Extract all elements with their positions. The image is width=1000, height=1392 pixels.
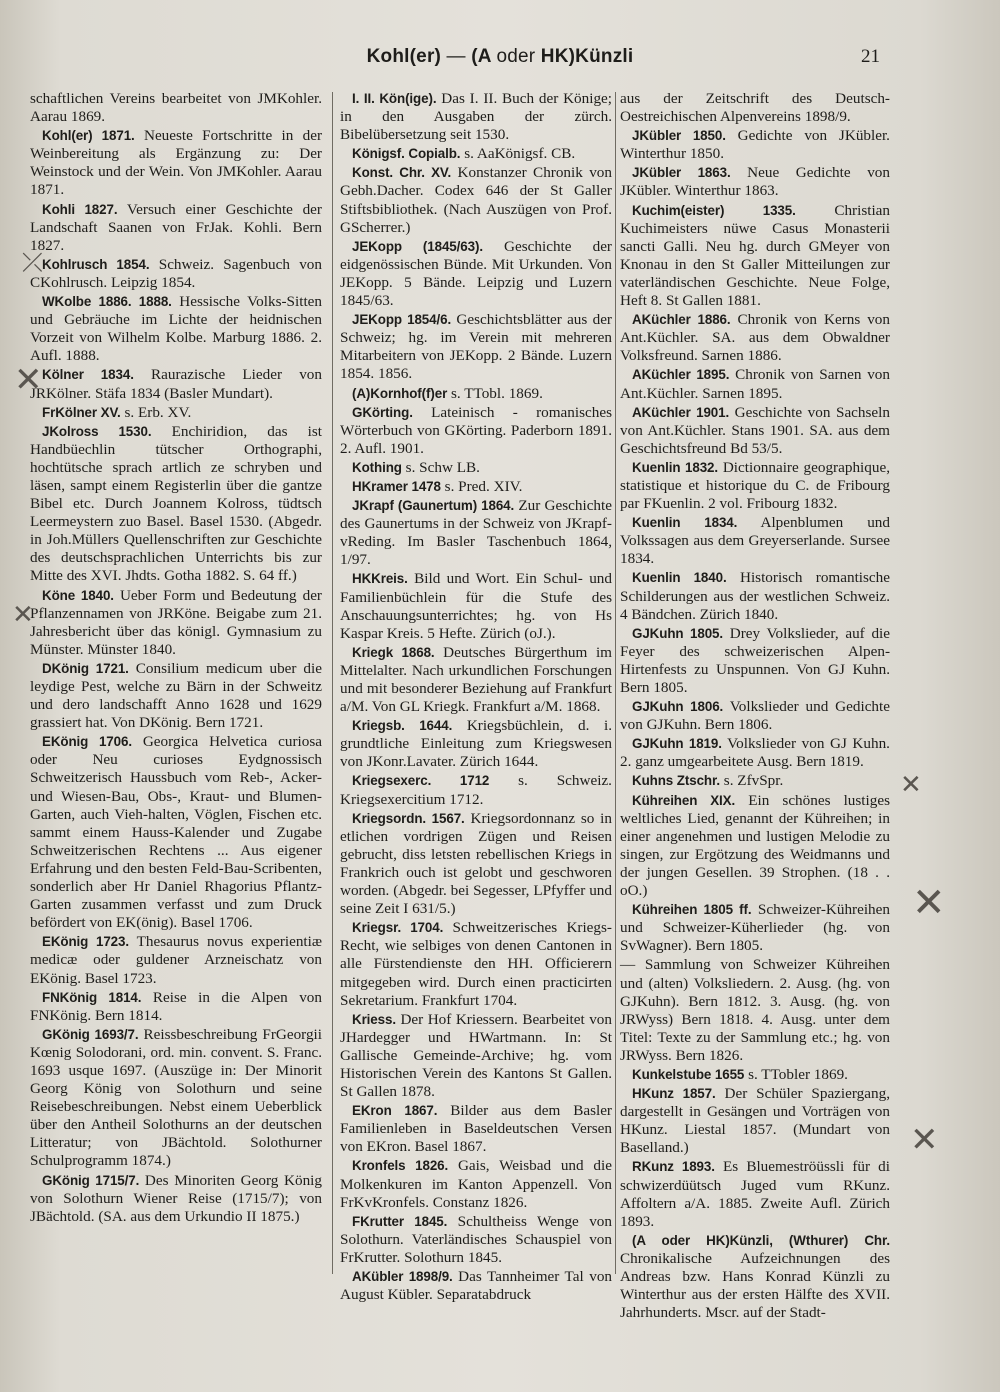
entry-text: Reise in die Alpen von FNKönig. Bern 1814. xyxy=(30,988,322,1024)
entry-headword: HKunz 1857. xyxy=(632,1086,716,1102)
entry xyxy=(620,366,890,402)
entry-headword: Kohli 1827. xyxy=(42,201,118,217)
entry-text: Christian Kuchimeisters nüwe Casus Monasterii sancti Galli. Neu hg. durch GMeyer von Knonau in den St Galler Mitteilungen zur vaterländischen Geschichte. Neue Folge, Heft 8. St Gallen 1881. xyxy=(620,201,890,310)
entry-headword: Kriegsexerc. 1712 xyxy=(352,773,490,789)
entry-text: Neueste Fortschritte in der Weinbereitung als Ergänzung zu: Der Weinstock und der Wein. Von JMKohler. Aarau 1871. xyxy=(30,127,323,199)
title-part-b-close: HK)Künzli xyxy=(535,46,634,67)
pencil-mark: ✕ xyxy=(12,600,34,630)
entry xyxy=(30,201,322,255)
entry-text: Reissbeschreibung FrGeorgii Kœnig Solodorani, ord. min. convent. S. Franc. 1693 usque 1697. (Auszüge in: Der Minorit Georg König von Solothurn und seine Reisebeschreibungen. Nebst einem Ueberblick über den Antheil Solothurns an der deutschen Litteratur; von JBächtold. Solothurner Schulprogramm 1874.) xyxy=(30,1025,322,1170)
entry-headword: JKübler 1850. xyxy=(632,128,726,144)
entry xyxy=(30,933,322,987)
entry xyxy=(30,733,322,932)
entry-headword: Kühreihen 1805 ff. xyxy=(632,902,752,918)
entry-text: Volkslieder von GJ Kuhn. 2. ganz umgearbeitete Ausg. Bern 1819. xyxy=(620,735,890,771)
entry-text: Bild und Wort. Ein Schul- und Familienbüchlein für die Stufe des Anschauungsunterrichtes; hg. von Hs Kaspar Kreis. 5 Hefte. Zürich (oJ.). xyxy=(340,570,612,642)
entry-text: aus der Zeitschrift des Deutsch-Oestreichischen Alpenvereins 1898/9. xyxy=(620,90,890,126)
entry xyxy=(340,570,612,642)
entry xyxy=(30,1172,322,1226)
entry-text: s. TTobl. 1869. xyxy=(447,384,543,402)
entry-text: s. AaKönigsf. CB. xyxy=(460,145,576,163)
entry-text: Der Hof Kriessern. Bearbeitet von JHardegger und HWartmann. In: St Gallische Gemeinde-Archive; hg. vom Historischen Verein des Kantons St Gallen. St Gallen 1878. xyxy=(340,1010,612,1101)
entry-text: Kriegsordonnanz so in etlichen vordrigen Zügen und Reisen gebrucht, diss letsten rebellischen Kriegs in Frankrich ouch ist gelobt und geschworen worden. (Abgedr. bei Segesser, LPfyffer und seine Zeit I 631/5.) xyxy=(340,809,612,918)
entry xyxy=(30,989,322,1025)
entry xyxy=(340,238,612,310)
entry-headword: Kothing xyxy=(352,459,402,475)
entry xyxy=(620,792,890,901)
entry-headword: Kuenlin 1840. xyxy=(632,570,727,586)
entry-headword: GKönig 1715/7. xyxy=(42,1172,140,1188)
entry-text: Volkslieder und Gedichte von GJKuhn. Bern 1806. xyxy=(620,698,890,734)
entry-headword: WKolbe 1886. 1888. xyxy=(42,294,172,310)
entry-text: Versuch einer Geschichte der Landschaft Saanen von FrJak. Kohli. Bern 1827. xyxy=(30,200,322,254)
pencil-mark: ⤫ xyxy=(22,248,43,278)
entry-text: Chronik von Sarnen von Ant.Küchler. Sarnen 1895. xyxy=(620,366,890,402)
entry-text: Deutsches Bürgerthum im Mittelalter. Nach urkundlichen Forschungen und mit besonderer Beziehung auf Frankfurt a/M. Von GL Kriegk. Frankfurt a/M. 1868. xyxy=(340,643,612,716)
entry xyxy=(620,901,890,955)
entry-headword: DKönig 1721. xyxy=(42,660,129,676)
entry xyxy=(620,202,890,311)
entry-text: Enchiridion, das ist Handbüechlin tütscher Orthographi, hochtütsche sprach artlich ze schryben und läsen, sampt einem Registerlin über die gantze Bibel etc. Durch Joannem Kolross, tüdtsch Leermeystern zuo Basel. Basel 1530. (Abgedr. in Joh.Müllers Quellenschriften zur Geschichte des deutschsprachlichen Unterrichts bis zur Mitte des XVI. Jhdts. Gotha 1882. S. 64 ff.) xyxy=(30,422,322,585)
entry-headword: Kunkelstube 1655 xyxy=(632,1066,745,1082)
entry xyxy=(340,1011,612,1101)
column-rule-right xyxy=(615,92,616,1274)
entry-text: Neue Gedichte von JKübler. Winterthur 1863. xyxy=(620,164,890,200)
entry xyxy=(340,404,612,458)
entry-headword: GJKuhn 1819. xyxy=(632,736,722,752)
entry-headword: EKönig 1723. xyxy=(42,934,129,950)
entry xyxy=(30,1026,322,1171)
entry-text: schaftlichen Vereins bearbeitet von JMKohler. Aarau 1869. xyxy=(30,90,322,126)
entry-headword: JKrapf (Gaunertum) 1864. xyxy=(352,498,515,514)
entry xyxy=(620,1232,890,1322)
entry xyxy=(340,385,612,403)
entry-text: Des Minoriten Georg König von Solothurn Wiener Reise (1715/7); von JBächtold. (SA. aus dem Urkundio II 1875.) xyxy=(30,1171,322,1225)
entry-headword: GJKuhn 1805. xyxy=(632,625,724,641)
pencil-mark: ✕ xyxy=(912,880,946,926)
entry-text: Raurazische Lieder von JRKölner. Stäfa 1834 (Basler Mundart). xyxy=(30,366,322,402)
entry-headword: HKramer 1478 xyxy=(352,478,441,494)
entry-text: Ein schönes lustiges weltliches Lied, genannt der Kühreihen; in einer angenehmen und lustigen Melodie zu singen, zur Ergötzung des Weidmanns und der jungen Gesellen. 39 Strophen. (18 . . oO.) xyxy=(620,791,890,900)
entry-text: Schweitzerisches Kriegs-Recht, wie selbiges von denen Cantonen in alle Fürstendienste den HH. Officierern mitgegeben wird. Durch einen practicirten Sekretarium. Frankfurt 1704. xyxy=(340,919,612,1009)
entry-headword: Kriegsr. 1704. xyxy=(352,920,444,936)
entry-headword: I. II. Kön(ige). xyxy=(352,91,437,106)
entry-text: Lateinisch - romanisches Wörterbuch von GKörting. Paderborn 1891. 2. Aufl. 1901. xyxy=(340,403,612,457)
entry xyxy=(30,256,322,292)
entry xyxy=(340,772,612,808)
entry-text: Georgica Helvetica curiosa oder Neu curioses Eydgnossisch Schweitzerisch Haussbuch vom Reb-, Acker- und Wiesen-Bau, Obs-, Kraut- und Blumen-Garten, auch Vieh-halten, Vöglen, Fischen etc. sammt einem Hauss-Kalender und Zugabe Schweitzerischen Rechtens ... Aus eigener Erfahrung und den besten Feld-Bau-Scribenten, sonderlich aber Hr Daniel Rhagorius Pflantz-Garten zusammen verfasst und zum Druck befördert von EK(önig). Basel 1706. xyxy=(30,733,323,932)
title-part-b-oder: oder xyxy=(496,46,536,67)
entry-headword: JKübler 1863. xyxy=(632,165,731,181)
entry xyxy=(620,514,890,568)
entry-text: Zur Geschichte des Gaunertums in der Schweiz von JKrapf-vReding. Im Basler Taschenbuch 1864, 1/97. xyxy=(340,497,612,569)
entry xyxy=(620,956,890,1065)
entry xyxy=(340,1102,612,1156)
entry xyxy=(620,311,890,365)
entry-headword: Kohlrusch 1854. xyxy=(42,256,150,272)
entry-text: Das Tannheimer Tal von August Kübler. Separatabdruck xyxy=(340,1268,613,1304)
column-2 xyxy=(340,90,612,1305)
entry-headword: AKübler 1898/9. xyxy=(352,1269,453,1284)
entry-text: Ueber Form und Bedeutung der Pflanzennamen von JRKöne. Beigabe zum 21. Jahresbericht über das königl. Gymnasium zu Münster. Münster 1840. xyxy=(30,586,322,658)
entry xyxy=(30,660,322,732)
entry-text: s. Schw LB. xyxy=(401,458,480,476)
entry-text: Der Schüler Spaziergang, dargestellt in Gesängen und Vorträgen von HKunz. Liestal 1857. (Mundart von Baselland.) xyxy=(620,1085,890,1157)
page-number: 21 xyxy=(861,46,880,67)
entry-headword: JEKopp 1854/6. xyxy=(352,312,452,328)
column-1 xyxy=(30,90,322,1227)
entry xyxy=(340,311,612,383)
entry-text: Geschichte von Sachseln von Ant.Küchler. Stans 1901. SA. aus dem Geschichtsfreund Bd 53/5. xyxy=(620,403,890,457)
entry-text: Kriegsbüchlein, d. i. grundtliche Einleitung zum Kriegswesen von JKonr.Lavater. Zürich 1644. xyxy=(340,717,613,771)
entry-headword: Kriegsordn. 1567. xyxy=(352,810,465,826)
entry-text: s. ZfvSpr. xyxy=(719,772,784,790)
entry-text: Thesaurus novus experientiæ medicæ oder guldener Arzneischatz von EKönig. Basel 1723. xyxy=(30,933,322,987)
entry-headword: (A oder HK)Künzli, (Wthurer) Chr. xyxy=(632,1232,890,1248)
entry xyxy=(340,717,612,771)
entry-text: Gais, Weisbad und die Molkenkuren im Kanton Appenzell. Von FrKvKronfels. Constanz 1826. xyxy=(340,1157,612,1211)
entry-headword: RKunz 1893. xyxy=(632,1159,715,1175)
entry-text: Dictionnaire geographique, statistique et historique du C. de Fribourg par FKuenlin. 2 vol. Fribourg 1832. xyxy=(620,458,890,513)
entry xyxy=(30,366,322,402)
entry xyxy=(340,1157,612,1211)
column-3 xyxy=(620,90,890,1323)
entry-text: Alpenblumen und Volkssagen aus dem Greyerserlande. Sursee 1834. xyxy=(620,514,890,568)
entry xyxy=(340,919,612,1009)
entry-text: Es Bluemeströüssli für di schwizerdüütsch Juged vum RKunz. Affoltern a/A. 1885. Zweite Aufl. Zürich 1893. xyxy=(620,1158,890,1230)
entry-headword: (A)Kornhof(f)er xyxy=(352,385,448,401)
pencil-mark: ✕ xyxy=(14,360,43,400)
entry-headword: EKron 1867. xyxy=(352,1103,438,1119)
entry-headword: Kühreihen XIX. xyxy=(632,792,736,808)
entry-headword: Kriegk 1868. xyxy=(352,644,435,660)
entry xyxy=(30,293,322,365)
entry xyxy=(340,459,612,477)
entry xyxy=(340,478,612,496)
entry xyxy=(620,1066,890,1084)
entry-headword: HKKreis. xyxy=(352,571,408,587)
entry-text: Schultheiss Wenge von Solothurn. Vaterländisches Schauspiel von FrKrutter. Solothurn 1845. xyxy=(340,1212,612,1266)
entry-text: Schweizer-Kühreihen und Schweizer-Küherlieder (hg. von SvWagner). Bern 1805. xyxy=(620,901,890,955)
entry xyxy=(620,698,890,734)
entry xyxy=(620,735,890,771)
entry xyxy=(340,90,612,144)
entry xyxy=(30,404,322,422)
pencil-mark: ✕ xyxy=(900,770,922,800)
entry-headword: Kuhns Ztschr. xyxy=(632,773,720,789)
entry-headword: AKüchler 1895. xyxy=(632,367,730,383)
entry-headword: GJKuhn 1806. xyxy=(632,699,724,715)
entry xyxy=(620,625,890,697)
entry-headword: FrKölner XV. xyxy=(42,404,121,420)
entry-headword: GKönig 1693/7. xyxy=(42,1026,139,1042)
entry-text: s. Pred. XIV. xyxy=(440,477,523,495)
entry-headword: AKüchler 1886. xyxy=(632,312,731,328)
entry-headword: AKüchler 1901. xyxy=(632,404,730,420)
entry-text: s. TTobler 1869. xyxy=(744,1065,848,1083)
entry-headword: Kriegsb. 1644. xyxy=(352,718,453,734)
title-part-b-open: (A xyxy=(471,46,497,67)
entry xyxy=(620,90,890,126)
entry-headword: Konst. Chr. XV. xyxy=(352,165,452,181)
pencil-mark: ✕ xyxy=(910,1120,939,1160)
entry xyxy=(340,810,612,919)
entry-headword: Kohl(er) 1871. xyxy=(42,128,135,144)
entry-headword: GKörting. xyxy=(352,404,413,420)
entry xyxy=(620,1085,890,1157)
entry xyxy=(620,569,890,623)
title-dash: — xyxy=(441,46,472,67)
entry-text: s. Schweiz. Kriegsexercitium 1712. xyxy=(340,772,612,808)
title-part-a: Kohl(er) xyxy=(366,46,442,67)
entry xyxy=(620,459,890,513)
entry-text: — Sammlung von Schweizer Kühreihen und (alten) Volksliedern. 2. Ausg. (hg. von GJKuhn). Bern 1812. 3. Ausg. (hg. von JRWyss) Bern 1818. 4. Ausg. unter dem Titel: Texte zu der Sammlung etc.; hg. von JRWyss. Bern 1826. xyxy=(620,956,890,1064)
entry xyxy=(340,1268,612,1304)
entry-text: Chronikalische Aufzeichnungen des Andreas bzw. Hans Konrad Künzli zu Winterthur aus der ersten Hälfte des XVII. Jahrhunderts. Mscr. auf der Stadt- xyxy=(620,1249,890,1322)
entry-text: Historisch romantische Schilderungen aus der westlichen Schweiz. 4 Bändchen. Zürich 1840. xyxy=(620,569,890,623)
entry xyxy=(30,127,322,199)
entry xyxy=(30,423,322,586)
entry-headword: Köne 1840. xyxy=(42,587,114,603)
entry-text: Drey Volkslieder, auf die Feyer des schweizerischen Alpen-Hirtenfests zu Unspunnen. Von GJ Kuhn. Bern 1805. xyxy=(620,624,890,696)
entry xyxy=(620,404,890,458)
entry-headword: Kuenlin 1834. xyxy=(632,515,738,531)
entry-text: Consilium medicum uber die leydige Pest, welche zu Bärn in der Schweitz und dero landschafft Anno 1628 und 1629 grassiert hat. Von DKönig. Bern 1721. xyxy=(30,659,322,732)
entry-headword: Königsf. Copialb. xyxy=(352,146,461,162)
entry-text: Geschichtsblätter aus der Schweiz; hg. im Verein mit mehreren Mitarbeitern von JEKopp. 2 Bände. Luzern 1854. 1856. xyxy=(340,311,612,383)
entry-text: Gedichte von JKübler. Winterthur 1850. xyxy=(620,127,890,163)
entry-headword: Kronfels 1826. xyxy=(352,1158,449,1174)
entry xyxy=(620,164,890,200)
entry-text: Schweiz. Sagenbuch von CKohlrusch. Leipzig 1854. xyxy=(30,255,322,291)
entry xyxy=(620,772,890,790)
entry-headword: Kuenlin 1832. xyxy=(632,459,719,475)
entry xyxy=(340,164,612,236)
entry-headword: EKönig 1706. xyxy=(42,734,132,750)
entry-text: Bilder aus dem Basler Familienleben in Baseldeutschen Versen von EKron. Basel 1867. xyxy=(340,1102,612,1156)
entry-headword: Kriess. xyxy=(352,1011,396,1027)
entry-text: Konstanzer Chronik von Gebh.Dacher. Codex 646 der St Galler Stiftsbibliothek. (Nach Auszügen von Prof. GScherrer.) xyxy=(340,164,612,236)
entry xyxy=(340,497,612,569)
column-rule-left xyxy=(332,92,333,1274)
entry-headword: JEKopp (1845/63). xyxy=(352,238,483,254)
entry-text: Das I. II. Buch der Könige; in den Ausgaben der zürch. Bibelübersetzung seit 1530. xyxy=(340,90,613,144)
entry xyxy=(30,587,322,659)
entry-text: Hessische Volks-Sitten und Gebräuche im Lichte der heidnischen Vorzeit von Wilhelm Kolbe. Marburg 1886. 2. Aufl. 1888. xyxy=(30,293,322,365)
entry xyxy=(620,1158,890,1230)
entry xyxy=(30,90,322,126)
entry xyxy=(340,644,612,716)
entry xyxy=(620,127,890,163)
entry-headword: JKolross 1530. xyxy=(42,423,152,439)
entry-text: Geschichte der eidgenössischen Bünde. Mit Urkunden. Von JEKopp. 5 Bände. Leipzig und Luzern 1845/63. xyxy=(340,237,612,310)
entry-headword: FNKönig 1814. xyxy=(42,989,142,1005)
entry xyxy=(340,1213,612,1267)
entry-headword: Kölner 1834. xyxy=(42,367,134,383)
entry xyxy=(340,145,612,163)
entry-headword: Kuchim(eister) 1335. xyxy=(632,202,796,218)
entry-text: Chronik von Kerns von Ant.Küchler. SA. aus dem Obwaldner Volksfreund. Sarnen 1886. xyxy=(620,311,890,365)
entry-headword: FKrutter 1845. xyxy=(352,1213,448,1229)
running-title xyxy=(0,46,1000,68)
entry-text: s. Erb. XV. xyxy=(120,403,192,421)
running-header xyxy=(0,44,1000,74)
